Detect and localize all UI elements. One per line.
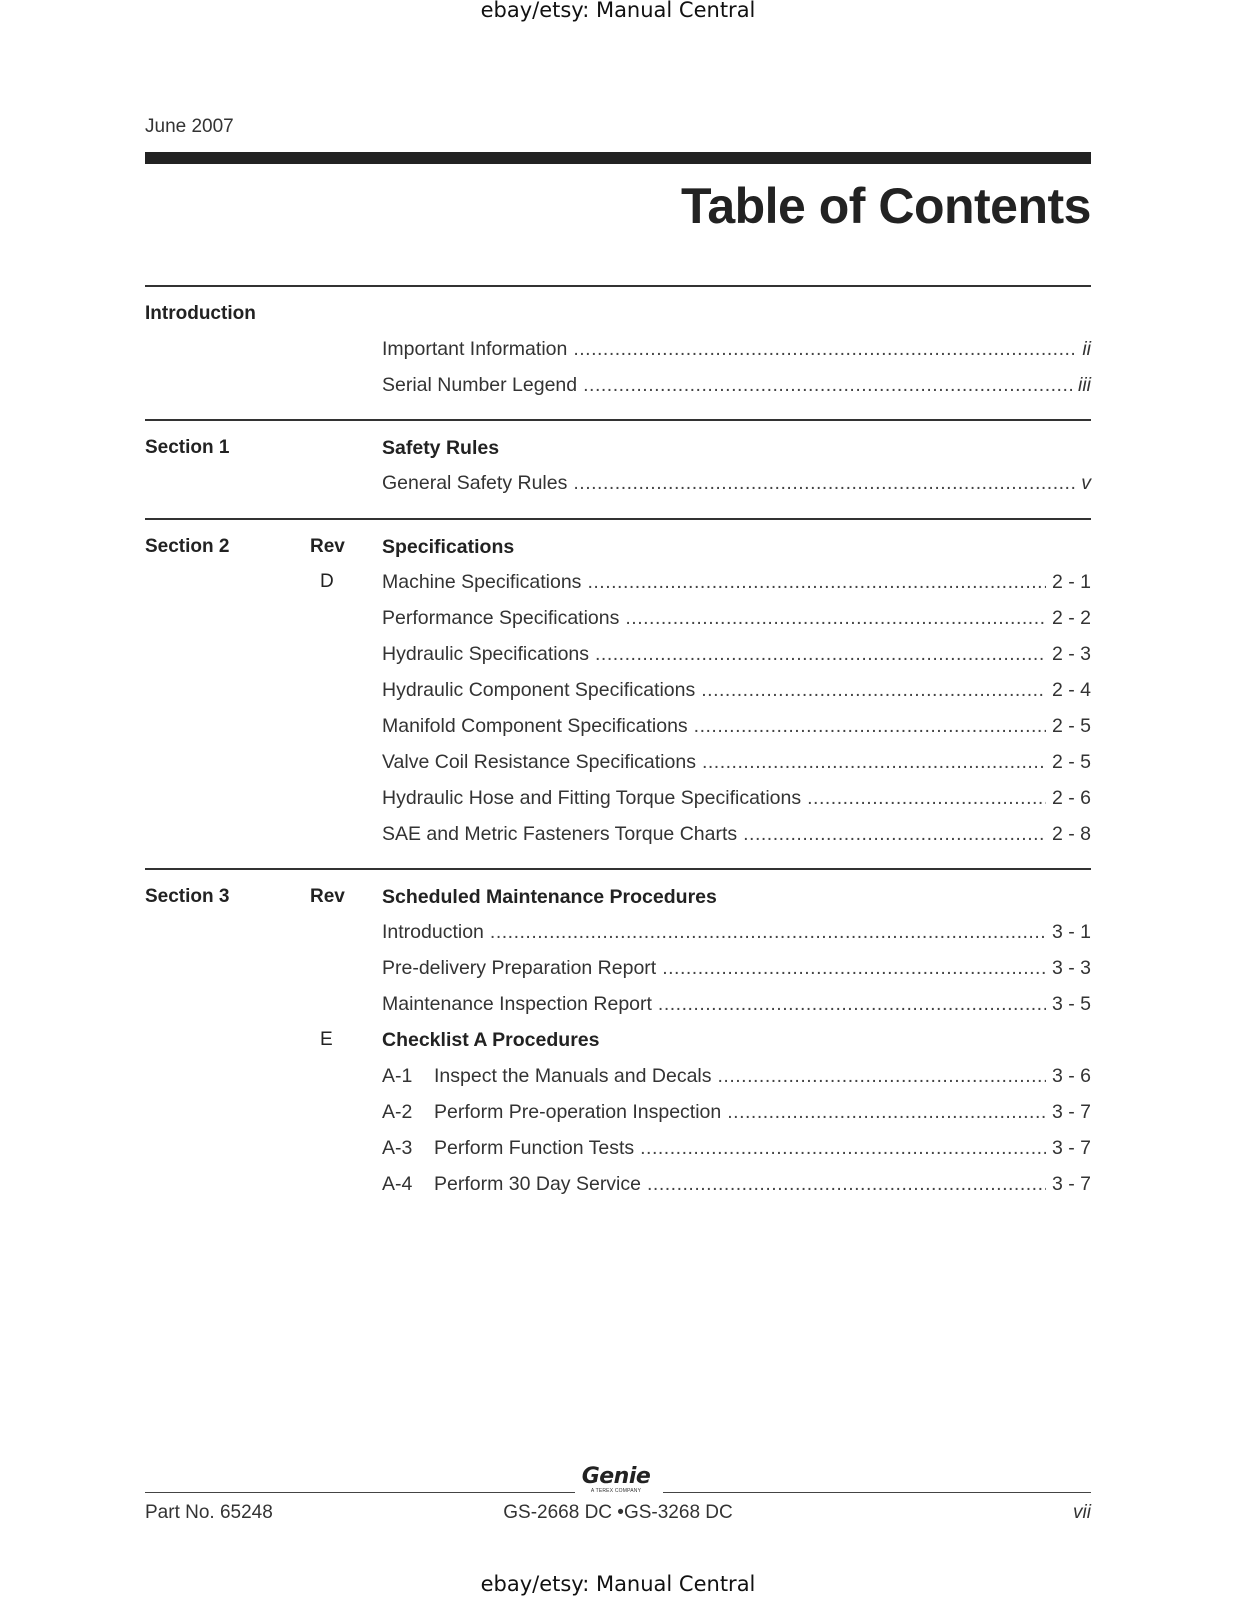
logo-text: Genie bbox=[581, 1464, 651, 1489]
toc-entry-label: Perform Pre-operation Inspection bbox=[434, 1101, 722, 1123]
toc-entry-label: Pre-delivery Preparation Report bbox=[382, 957, 657, 979]
leader-dots bbox=[595, 643, 1046, 666]
toc-entry-page: v bbox=[1081, 472, 1091, 494]
page-number: vii bbox=[1073, 1502, 1091, 1523]
toc-entry[interactable] bbox=[382, 921, 1091, 947]
section-3-label: Section 3 bbox=[145, 886, 230, 907]
toc-entry-page: 2 - 1 bbox=[1051, 571, 1091, 593]
procedure-code: A-1 bbox=[382, 1065, 413, 1087]
section-2-heading: Specifications bbox=[382, 536, 515, 558]
procedure-code: A-2 bbox=[382, 1101, 413, 1123]
toc-entry-page: 3 - 7 bbox=[1051, 1101, 1091, 1123]
leader-dots bbox=[640, 1137, 1046, 1160]
toc-entry-page: 2 - 6 bbox=[1051, 787, 1091, 809]
watermark-top: ebay/etsy: Manual Central bbox=[480, 0, 756, 22]
toc-procedure-entry[interactable] bbox=[382, 1137, 1091, 1163]
leader-dots bbox=[807, 787, 1046, 810]
divider-section-2 bbox=[145, 518, 1091, 520]
toc-entry[interactable] bbox=[382, 571, 1091, 597]
toc-entry-label: SAE and Metric Fasteners Torque Charts bbox=[382, 823, 738, 845]
toc-entry[interactable] bbox=[382, 607, 1091, 633]
leader-dots bbox=[625, 607, 1046, 630]
toc-entry-page: 3 - 5 bbox=[1051, 993, 1091, 1015]
leader-dots bbox=[573, 338, 1076, 361]
toc-entry[interactable] bbox=[382, 751, 1091, 777]
toc-entry-label: Performance Specifications bbox=[382, 607, 620, 629]
leader-dots bbox=[718, 1065, 1046, 1088]
toc-entry[interactable] bbox=[382, 338, 1091, 364]
leader-dots bbox=[490, 921, 1046, 944]
leader-dots bbox=[587, 571, 1046, 594]
toc-entry[interactable] bbox=[382, 643, 1091, 669]
section-1-heading: Safety Rules bbox=[382, 437, 500, 459]
leader-dots bbox=[727, 1101, 1046, 1124]
leader-dots bbox=[647, 1173, 1046, 1196]
divider-section-3 bbox=[145, 868, 1091, 870]
footer-rule-left bbox=[145, 1492, 575, 1493]
toc-entry[interactable] bbox=[382, 823, 1091, 849]
toc-entry-label: Important Information bbox=[382, 338, 568, 360]
toc-entry-page: 2 - 5 bbox=[1051, 715, 1091, 737]
genie-logo bbox=[578, 1466, 654, 1494]
leader-dots bbox=[743, 823, 1046, 846]
footer-rule-right bbox=[663, 1492, 1091, 1493]
toc-entry-page: 2 - 2 bbox=[1051, 607, 1091, 629]
toc-entry[interactable] bbox=[382, 993, 1091, 1019]
leader-dots bbox=[701, 679, 1046, 702]
leader-dots bbox=[583, 374, 1072, 397]
revision-letter: D bbox=[320, 571, 334, 592]
toc-entry[interactable] bbox=[382, 715, 1091, 741]
section-3-heading: Scheduled Maintenance Procedures bbox=[382, 886, 717, 908]
logo-tagline: A TEREX COMPANY bbox=[590, 1488, 642, 1494]
part-number: Part No. 65248 bbox=[145, 1502, 273, 1523]
toc-entry-label: Maintenance Inspection Report bbox=[382, 993, 652, 1015]
toc-entry-label: Machine Specifications bbox=[382, 571, 582, 593]
toc-entry-page: 2 - 8 bbox=[1051, 823, 1091, 845]
toc-entry-label: General Safety Rules bbox=[382, 472, 568, 494]
introduction-label: Introduction bbox=[145, 303, 256, 324]
leader-dots bbox=[573, 472, 1075, 495]
toc-entry-label: Manifold Component Specifications bbox=[382, 715, 688, 737]
divider-introduction bbox=[145, 285, 1091, 287]
toc-entry[interactable] bbox=[382, 374, 1091, 400]
toc-entry-label: Hydraulic Hose and Fitting Torque Specifications bbox=[382, 787, 802, 809]
rev-column-label: Rev bbox=[310, 536, 345, 557]
toc-procedure-entry[interactable] bbox=[382, 1173, 1091, 1199]
toc-entry[interactable] bbox=[382, 787, 1091, 813]
revision-letter: E bbox=[320, 1029, 333, 1050]
toc-entry-page: 2 - 4 bbox=[1051, 679, 1091, 701]
toc-entry-label: Hydraulic Specifications bbox=[382, 643, 590, 665]
toc-entry-page: 2 - 5 bbox=[1051, 751, 1091, 773]
toc-entry-label: Inspect the Manuals and Decals bbox=[434, 1065, 712, 1087]
checklist-a-heading: Checklist A Procedures bbox=[382, 1029, 600, 1051]
divider-section-1 bbox=[145, 419, 1091, 421]
page-title: Table of Contents bbox=[680, 178, 1091, 234]
toc-entry-label: Perform 30 Day Service bbox=[434, 1173, 641, 1195]
toc-procedure-entry[interactable] bbox=[382, 1065, 1091, 1091]
model-numbers: GS-2668 DC •GS-3268 DC bbox=[503, 1502, 733, 1523]
document-date: June 2007 bbox=[145, 116, 234, 137]
toc-procedure-entry[interactable] bbox=[382, 1101, 1091, 1127]
leader-dots bbox=[658, 993, 1046, 1016]
toc-entry-label: Perform Function Tests bbox=[434, 1137, 635, 1159]
toc-entry[interactable] bbox=[382, 679, 1091, 705]
section-2-label: Section 2 bbox=[145, 536, 230, 557]
leader-dots bbox=[702, 751, 1046, 774]
toc-entry[interactable] bbox=[382, 472, 1091, 498]
watermark-bottom: ebay/etsy: Manual Central bbox=[480, 1572, 756, 1596]
rev-column-label: Rev bbox=[310, 886, 345, 907]
procedure-code: A-4 bbox=[382, 1173, 413, 1195]
toc-entry-label: Valve Coil Resistance Specifications bbox=[382, 751, 696, 773]
toc-entry-page: 3 - 3 bbox=[1051, 957, 1091, 979]
toc-entry-page: iii bbox=[1078, 374, 1091, 396]
toc-entry-label: Serial Number Legend bbox=[382, 374, 578, 396]
toc-entry-label: Introduction bbox=[382, 921, 484, 943]
procedure-code: A-3 bbox=[382, 1137, 413, 1159]
toc-entry-page: ii bbox=[1082, 338, 1091, 360]
leader-dots bbox=[694, 715, 1046, 738]
toc-entry-label: Hydraulic Component Specifications bbox=[382, 679, 696, 701]
section-1-label: Section 1 bbox=[145, 437, 230, 458]
leader-dots bbox=[662, 957, 1046, 980]
toc-entry-page: 3 - 7 bbox=[1051, 1137, 1091, 1159]
toc-entry-page: 2 - 3 bbox=[1051, 643, 1091, 665]
toc-entry-page: 3 - 6 bbox=[1051, 1065, 1091, 1087]
toc-entry[interactable] bbox=[382, 957, 1091, 983]
toc-entry-page: 3 - 7 bbox=[1051, 1173, 1091, 1195]
toc-entry-page: 3 - 1 bbox=[1051, 921, 1091, 943]
header-bar bbox=[145, 152, 1091, 164]
